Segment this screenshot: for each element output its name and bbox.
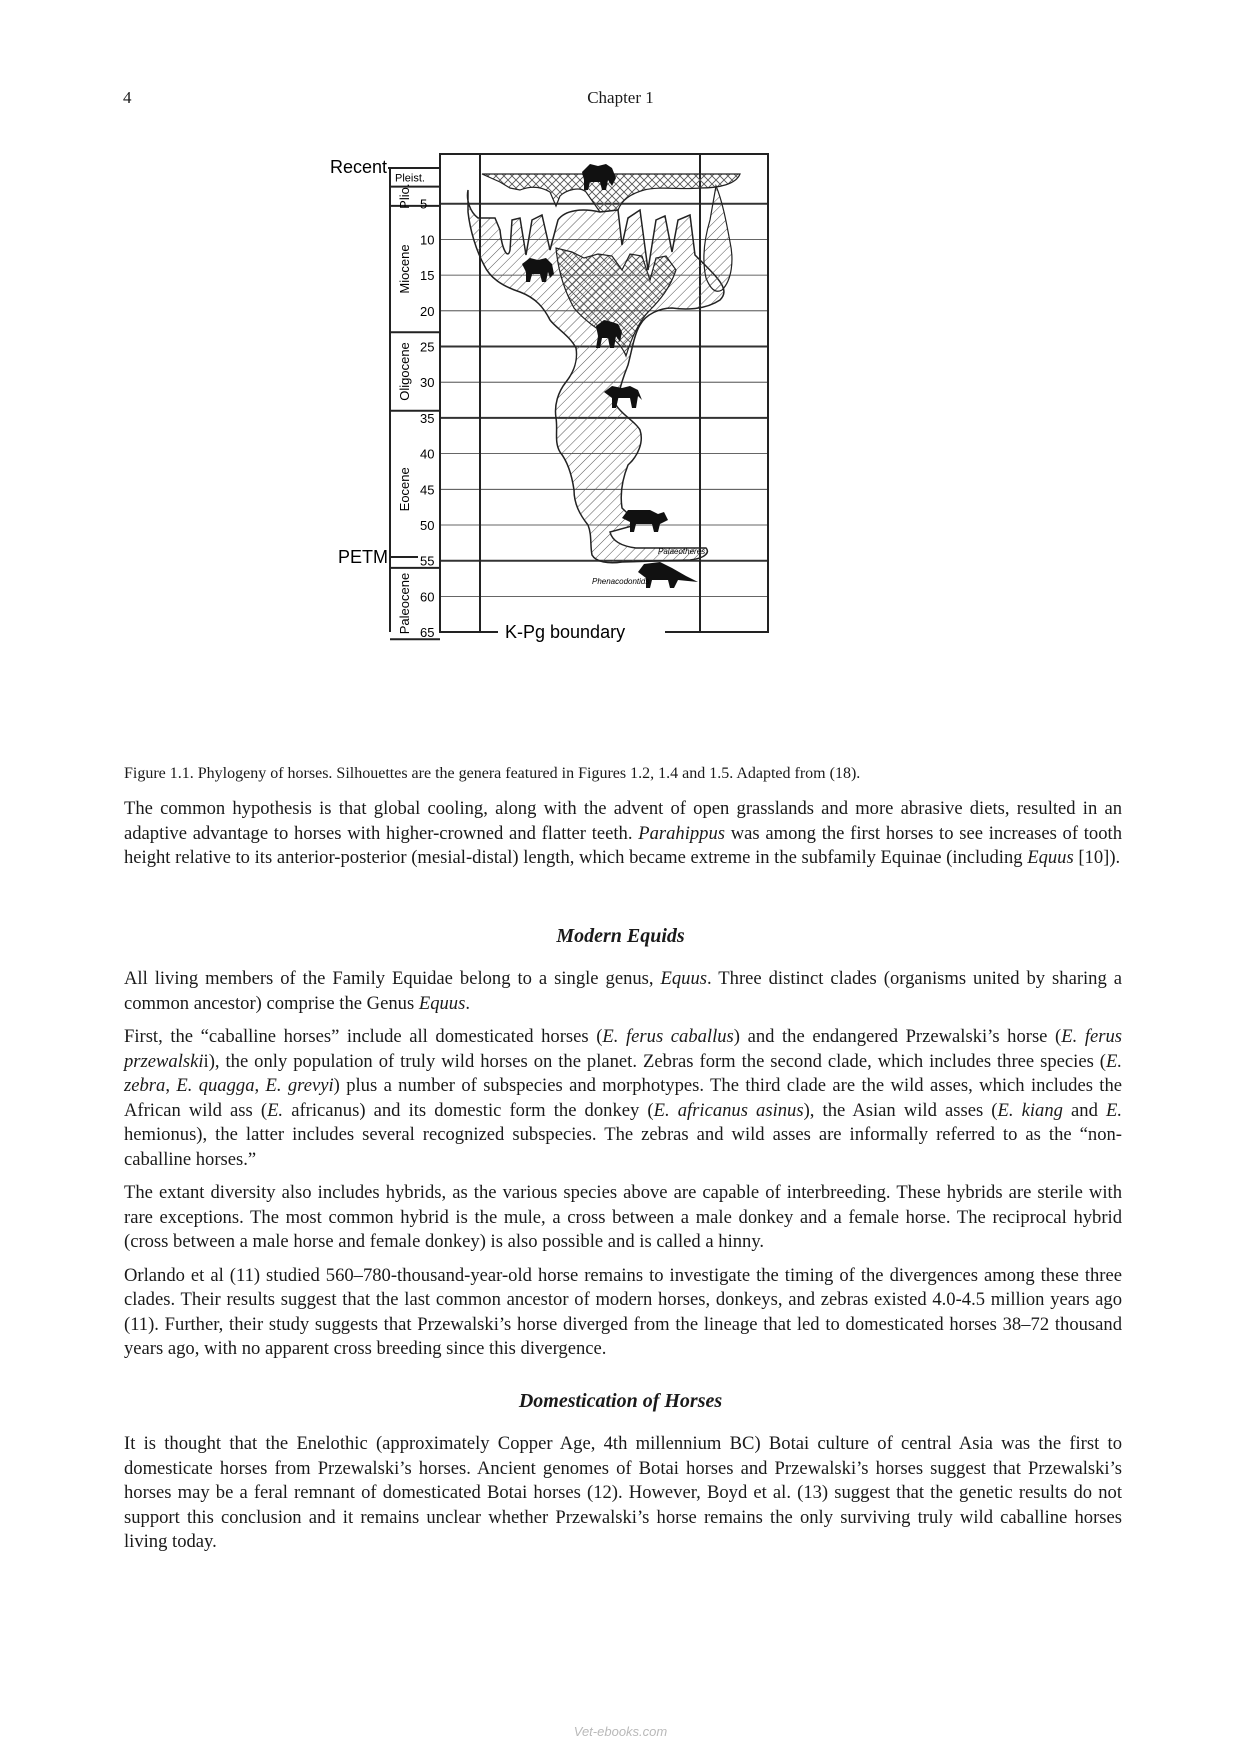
epoch-label: Miocene — [397, 244, 412, 294]
epoch-label: Eocene — [397, 467, 412, 512]
kpg-boundary-label: K-Pg boundary — [505, 622, 626, 642]
epoch-label: Oligocene — [397, 342, 412, 401]
horse-silhouette-icon — [622, 510, 668, 532]
intro-text — [124, 797, 1122, 880]
tick-label: 45 — [420, 482, 435, 498]
branch-label-phenacodontids: Phenacodontids — [592, 577, 650, 586]
phylogeny-figure — [330, 157, 880, 730]
petm-label: PETM — [338, 547, 389, 567]
tick-label: 10 — [420, 232, 435, 248]
tick-label: 5 — [420, 196, 428, 212]
clade-shape-right-branch — [704, 186, 732, 291]
epoch-label: Plio. — [397, 183, 412, 209]
intro-paragraph: The common hypothesis is that global cooling, along with the advent of open grasslands and more abrasive diets, resulted in an adaptive advantage to horses with higher-crowned and flatter teeth. Parahippus was among the first horses to see increases of tooth height relative to its anterior-posterior (mesial-distal) length, which became extreme in the subfamily Equinae (including Equus [10]). — [124, 798, 1122, 868]
epoch-label: Pleist. — [395, 172, 425, 185]
section-heading-modern-equids: Modern Equids — [556, 925, 685, 947]
tick-label: 50 — [420, 518, 435, 533]
paragraph: Orlando et al (11) studied 560–780-thousand-year-old horse remains to investigate the timing of the divergences among these three clades. Their results suggest that the last common ancestor of modern horses, donkeys, and zebras existed 4.0-4.5 million years ago (11). Further, their study suggests that Przewalski’s horse diverged from the lineage that led to domesticated horses 38–72 thousand years ago, with no apparent cross breeding since this divergence. — [124, 1264, 1122, 1359]
page-number: 4 — [123, 88, 132, 107]
tick-label: 65 — [420, 625, 435, 641]
paragraph: It is thought that the Enelothic (approximately Copper Age, 4th millennium BC) Botai culture of central Asia was the first to domesticate horses from Przewalski’s horses. Ancient genomes of Botai horses and Przewalski’s horses suggest that Przewalski’s horses may be a feral remnant of domesticated Botai horses (12). However, Boyd et al. (13) suggest that the genetic results do not support this conclusion and it remains unclear whether Przewalski’s horse remains the only surviving truly wild caballine horses living today. — [124, 1433, 1122, 1552]
tick-label: 55 — [420, 553, 435, 569]
paragraph: All living members of the Family Equidae belong to a single genus, Equus. Three distinct clades (organisms united by sharing a common ancestor) comprise the Genus Equus. — [124, 968, 1122, 1014]
paragraph: First, the “caballine horses” include all domesticated horses (E. ferus caballus) and the endangered Przewalski’s horse (E. ferus przewalskii), the only population of truly wild horses on the planet. Zebras form the second clade, which includes three species (E. zebra, E. quagga, E. grevyi) plus a number of subspecies and morphotypes. The third clade are the wild asses, which includes the African wild ass (E. africanus) and its domestic form the donkey (E. africanus asinus), the Asian wild asses (E. kiang and E. hemionus), the latter includes several recognized subspecies. The zebras and wild asses are informally referred to as the “non-caballine horses.” — [124, 1026, 1123, 1170]
tick-label: 40 — [420, 446, 435, 462]
tick-label: 25 — [420, 339, 435, 355]
domestication-text — [124, 1432, 1122, 1564]
epoch-label: Paleocene — [397, 572, 412, 635]
watermark: Vet-ebooks.com — [573, 1724, 668, 1739]
running-head: Chapter 1 — [587, 88, 654, 107]
tick-label: 60 — [420, 589, 435, 605]
modern-equids-text — [124, 967, 1122, 1371]
tick-label: 15 — [420, 268, 435, 284]
paragraph: The extant diversity also includes hybrids, as the various species above are capable of interbreeding. These hybrids are sterile with rare exceptions. The most common hybrid is the mule, a cross between a male donkey and a female horse. The reciprocal hybrid (cross between a male horse and female donkey) is also possible and is called a hinny. — [124, 1182, 1122, 1252]
tick-label: 35 — [420, 410, 435, 426]
phylogeny-diagram — [330, 157, 880, 730]
figure-caption: Figure 1.1. Phylogeny of horses. Silhouettes are the genera featured in Figures 1.2, 1.4 and 1.5. Adapted from (18). — [124, 765, 861, 782]
branch-label-palaeotheres: Palaeotheres — [658, 547, 706, 556]
section-heading-domestication: Domestication of Horses — [518, 1390, 723, 1412]
tick-label: 30 — [420, 375, 435, 391]
clade-shape-main — [467, 190, 723, 563]
recent-label: Recent — [330, 157, 388, 177]
tick-label: 20 — [420, 303, 435, 319]
